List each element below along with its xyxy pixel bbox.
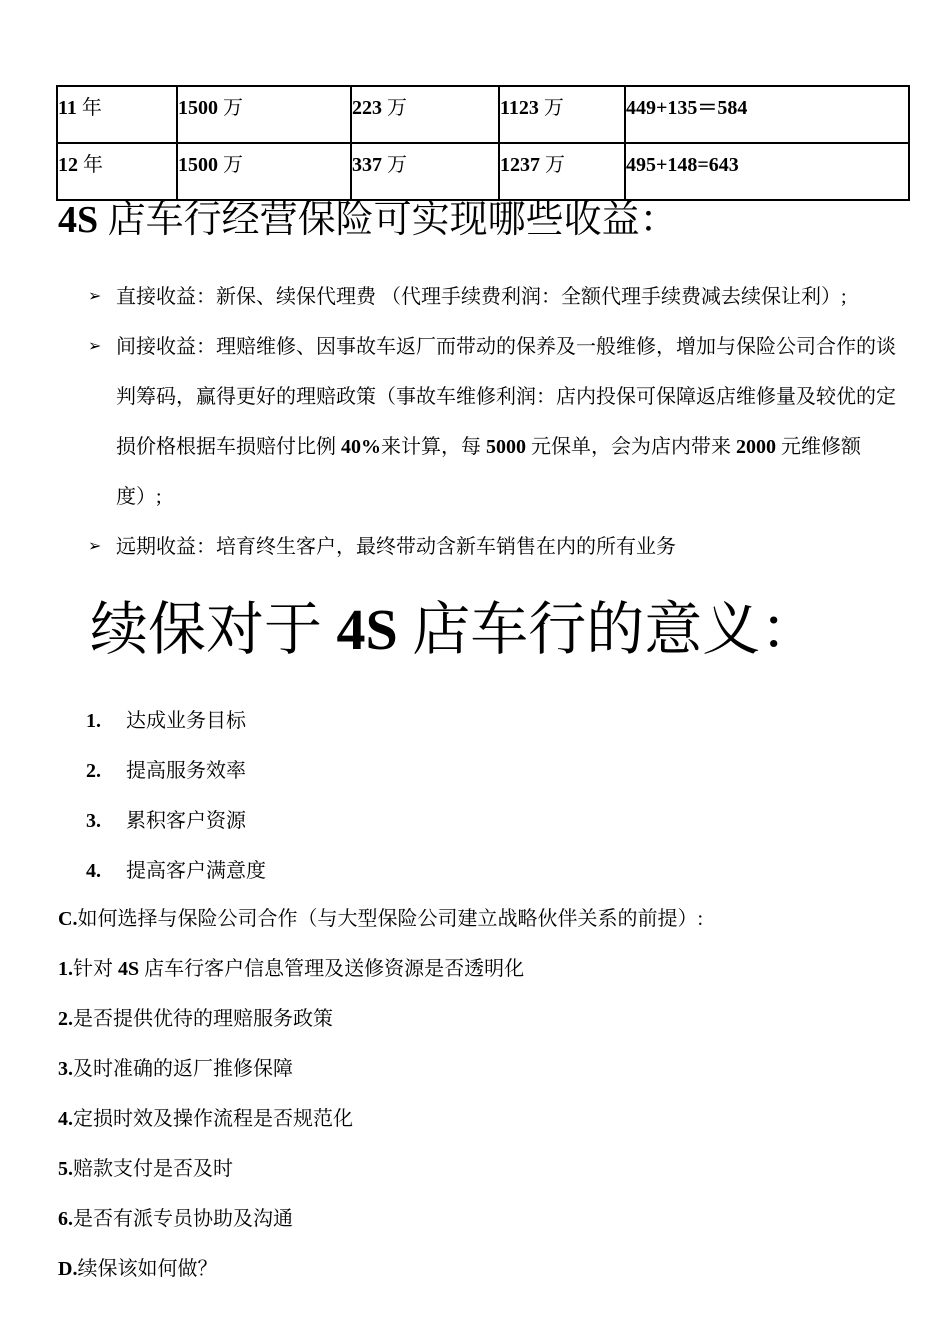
list-item: ➢ 间接收益：理赔维修、因事故车返厂而带动的保养及一般维修，增加与保险公司合作的谈判筹码，赢得更好的理赔政策（事故车维修利润：店内投保可保障返店维修量及较优的定损价格根据车损赔付比例 40%来计算，每 5000 元保单，会为店内带来 2000 元维修额度）; (88, 322, 898, 522)
section-heading-c: C.如何选择与保险公司合作（与大型保险公司建立战略伙伴关系的前提）: (58, 908, 704, 930)
arrow-bullet-icon: ➢ (88, 288, 102, 305)
list-item: 4. 提高客户满意度 (86, 860, 266, 882)
section-heading-d: D.续保该如何做？ (58, 1258, 218, 1280)
arrow-bullet-icon: ➢ (88, 338, 102, 355)
income-bullet-list (88, 272, 898, 572)
list-item: 4.定损时效及操作流程是否规范化 (58, 1108, 353, 1130)
data-table (56, 85, 910, 201)
list-item: 1. 达成业务目标 (86, 710, 246, 732)
list-item: 3. 累积客户资源 (86, 810, 246, 832)
table-cell: 1237 万 (499, 143, 625, 200)
list-item: 2. 提高服务效率 (86, 760, 246, 782)
renewal-meaning-list (86, 696, 266, 896)
arrow-bullet-icon: ➢ (88, 538, 102, 555)
list-item: 3.及时准确的返厂推修保障 (58, 1058, 293, 1080)
table-cell-year: 11 年 (57, 86, 177, 143)
table-cell-calc: 449+135＝584 (625, 86, 909, 143)
partner-selection-section (58, 894, 703, 1294)
table-cell-year: 12 年 (57, 143, 177, 200)
table-cell: 337 万 (351, 143, 499, 200)
table-cell: 223 万 (351, 86, 499, 143)
table-cell-calc: 495+148=643 (625, 143, 909, 200)
table-cell: 1500 万 (177, 143, 351, 200)
list-item: 2.是否提供优待的理赔服务政策 (58, 1008, 333, 1030)
table-cell: 1123 万 (499, 86, 625, 143)
list-item: 1.针对 4S 店车行客户信息管理及送修资源是否透明化 (58, 958, 525, 980)
section-title-renewal: 续保对于 4S 店车行的意义： (90, 597, 819, 662)
section-title-income: 4S 店车行经营保险可实现哪些收益： (58, 199, 678, 241)
list-item: ➢ 直接收益：新保、续保代理费 （代理手续费利润：全额代理手续费减去续保让利）; (88, 272, 898, 322)
table-row (57, 86, 909, 143)
list-item: ➢ 远期收益：培育终生客户，最终带动含新车销售在内的所有业务 (88, 522, 898, 572)
list-item: 5.赔款支付是否及时 (58, 1158, 233, 1180)
table-cell: 1500 万 (177, 86, 351, 143)
list-item: 6.是否有派专员协助及沟通 (58, 1208, 293, 1230)
